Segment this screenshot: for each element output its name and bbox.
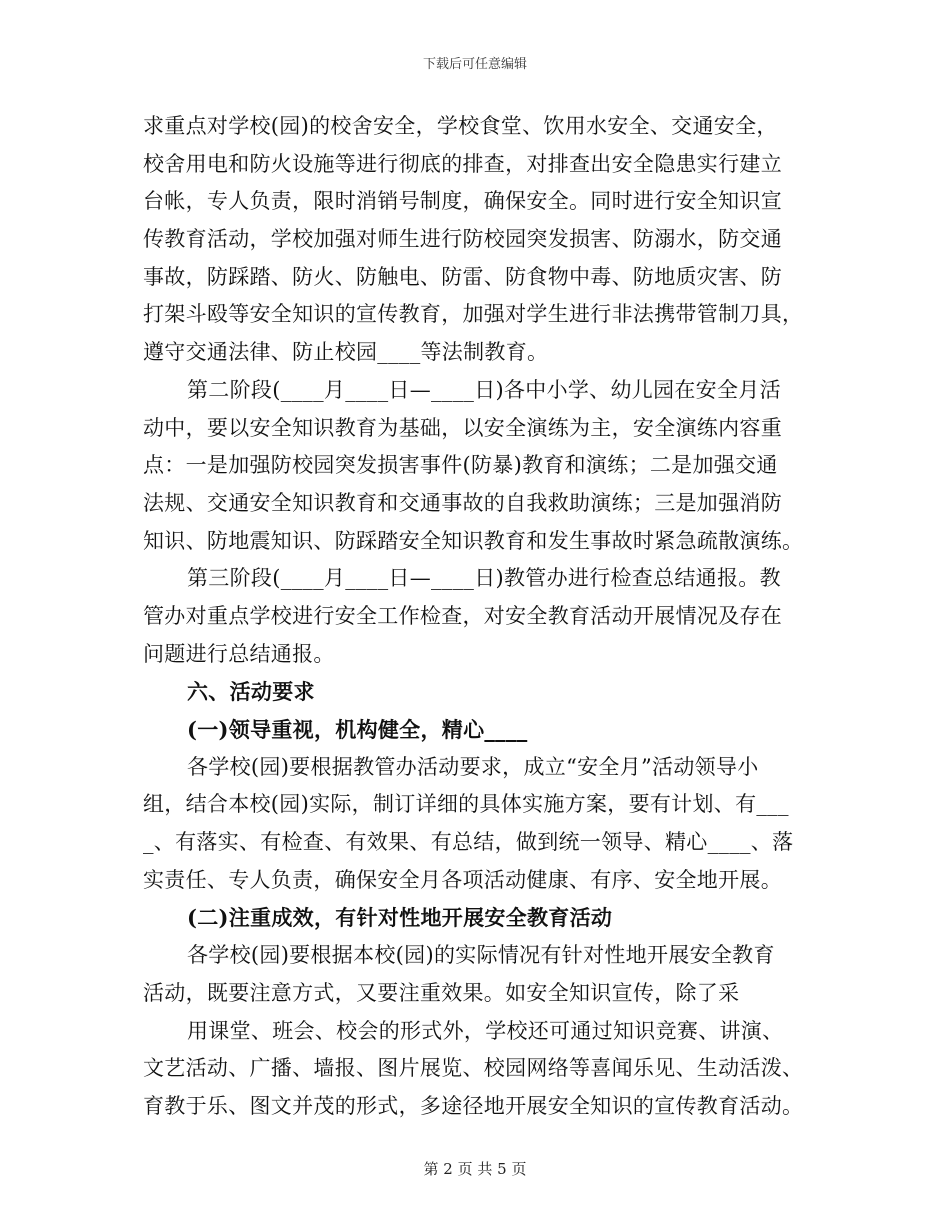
paragraph-line: 第二阶段(____月____日—____日)各中小学、幼儿园在安全月活 xyxy=(187,377,781,402)
paragraph-line: 第三阶段(____月____日—____日)教管办进行检查总结通报。教 xyxy=(187,566,781,591)
paragraph-line: 事故，防踩踏、防火、防触电、防雷、防食物中毒、防地质灾害、防 xyxy=(143,264,782,289)
paragraph-line: 打架斗殴等安全知识的宣传教育，加强对学生进行非法携带管制刀具， xyxy=(143,302,804,327)
paragraph-line: 校舍用电和防火设施等进行彻底的排查，对排查出安全隐患实行建立 xyxy=(143,151,782,176)
paragraph-line: 各学校(园)要根据教管办活动要求，成立“安全月”活动领导小 xyxy=(187,754,759,779)
paragraph-line: 组，结合本校(园)实际，制订详细的具体实施方案，要有计划、有___ xyxy=(143,792,789,817)
page-number-footer: 第 2 页 共 5 页 xyxy=(423,1160,527,1178)
paragraph-line: 各学校(园)要根据本校(园)的实际情况有针对性地开展安全教育 xyxy=(187,943,775,968)
paragraph-line: 遵守交通法律、防止校园____等法制教育。 xyxy=(143,340,549,365)
subsection-heading: (二)注重成效，有针对性地开展安全教育活动 xyxy=(187,905,613,931)
paragraph-line: 育教于乐、图文并茂的形式，多途径地开展安全知识的宣传教育活动。 xyxy=(143,1093,804,1118)
paragraph-line: 活动，既要注意方式，又要注重效果。如安全知识宣传，除了采 xyxy=(143,980,740,1005)
page-header: 下载后可任意编辑 xyxy=(422,57,527,72)
document-body xyxy=(143,108,808,1126)
subsection-heading: (一)领导重视，机构健全，精心____ xyxy=(187,717,528,742)
paragraph-line: 动中，要以安全知识教育为基础，以安全演练为主，安全演练内容重 xyxy=(143,415,782,440)
paragraph-line: 台帐，专人负责，限时消销号制度，确保安全。同时进行安全知识宣 xyxy=(143,189,782,214)
paragraph-line: 法规、交通安全知识教育和交通事故的自我救助演练；三是加强消防 xyxy=(143,490,782,515)
paragraph-line: 实责任、专人负责，确保安全月各项活动健康、有序、安全地开展。 xyxy=(143,867,782,892)
paragraph-line: 传教育活动，学校加强对师生进行防校园突发损害、防溺水，防交通 xyxy=(143,227,782,252)
paragraph-line: 文艺活动、广播、墙报、图片展览、校园网络等喜闻乐见、生动活泼、 xyxy=(143,1056,804,1081)
paragraph-line: _、有落实、有检查、有效果、有总结，做到统一领导、精心____、落 xyxy=(143,830,794,855)
paragraph-line: 问题进行总结通报。 xyxy=(143,641,335,666)
paragraph-line: 用课堂、班会、校会的形式外，学校还可通过知识竞赛、讲演、 xyxy=(187,1018,784,1043)
paragraph-line: 知识、防地震知识、防踩踏安全知识教育和发生事故时紧急疏散演练。 xyxy=(143,528,804,553)
paragraph-line: 求重点对学校(园)的校舍安全，学校食堂、饮用水安全、交通安全， xyxy=(143,114,778,138)
section-heading: 六、活动要求 xyxy=(187,679,315,705)
paragraph-line: 点：一是加强防校园突发损害事件(防暴)教育和演练；二是加强交通 xyxy=(143,453,778,478)
paragraph-line: 管办对重点学校进行安全工作检查，对安全教育活动开展情况及存在 xyxy=(143,603,782,628)
